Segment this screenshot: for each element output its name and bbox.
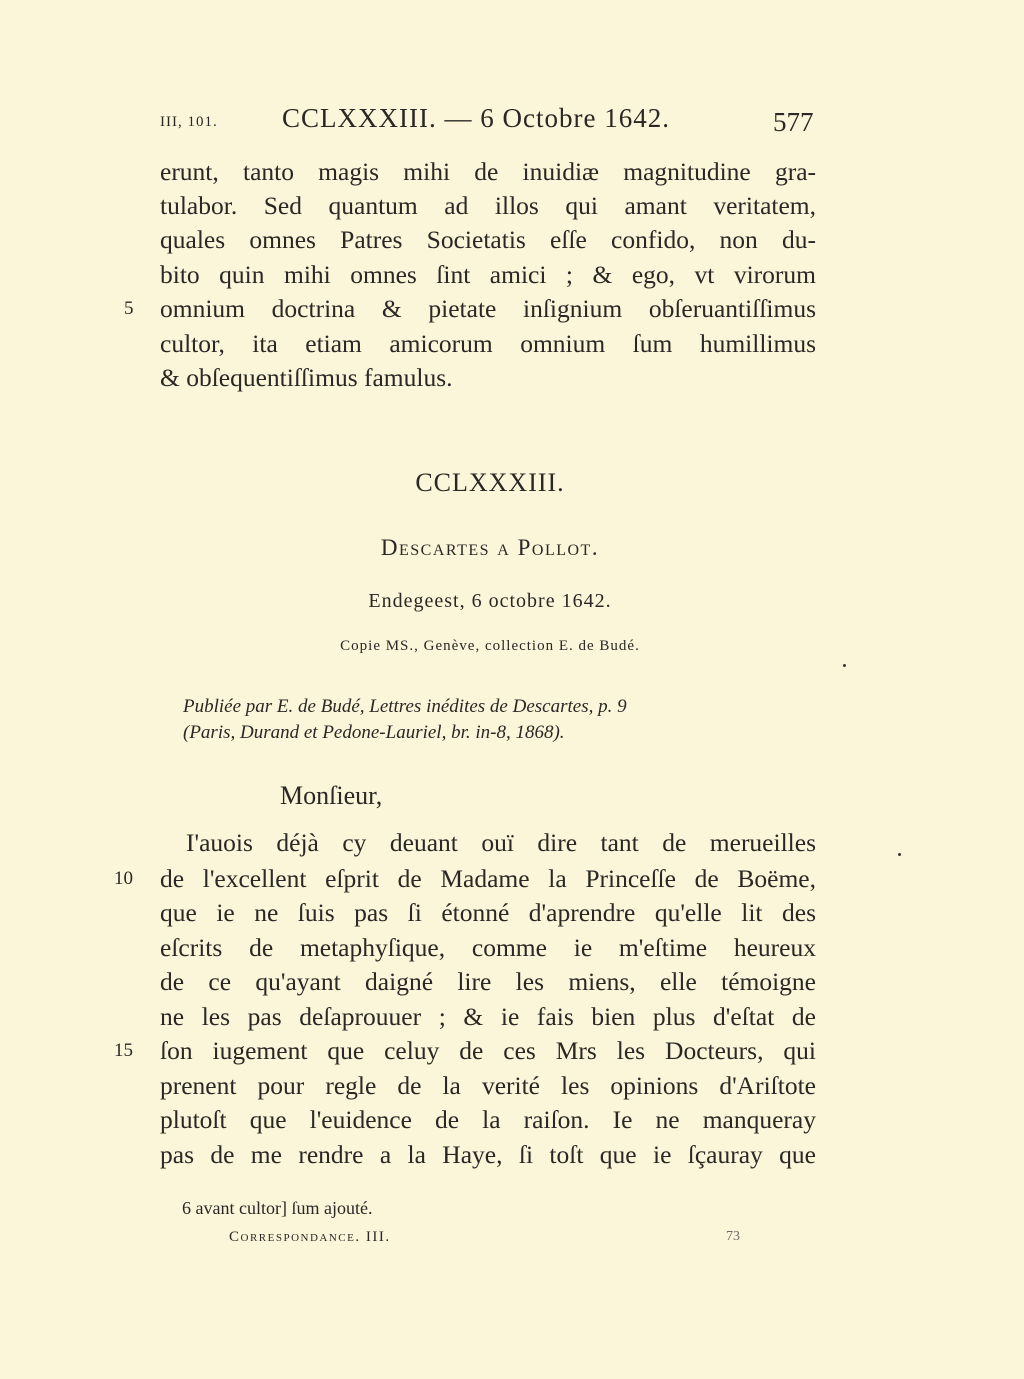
- scan-speck: [843, 664, 846, 667]
- publication-note: [183, 694, 816, 746]
- text-line: cultor, ita etiam amicorum omnium ſum humillimus: [160, 329, 816, 358]
- text-line: ne les pas deſaprouuer ; & ie fais bien plus d'eſtat de: [160, 1002, 816, 1031]
- footnote: 6 avant cultor] ſum ajouté.: [182, 1198, 373, 1218]
- letter-number: CCLXXXIII.: [415, 468, 565, 497]
- text-line: plutoſt que l'euidence de la raiſon. Ie ne manqueray: [160, 1105, 816, 1134]
- text-line: de l'excellent eſprit de Madame la Princeſſe de Boëme,: [160, 864, 816, 893]
- running-header-title: CCLXXXIII. — 6 Octobre 1642.: [282, 103, 670, 133]
- text-line: prenent pour regle de la verité les opinions d'Ariſtote: [160, 1071, 816, 1100]
- manuscript-source: Copie MS., Genève, collection E. de Budé.: [340, 638, 640, 654]
- line-number: 15: [114, 1040, 133, 1061]
- text-line: de ce qu'ayant daigné lire les miens, elle témoigne: [160, 967, 816, 996]
- letter-addressee: Descartes a Pollot.: [380, 535, 600, 560]
- text-line: pas de me rendre a la Haye, ſi toſt que ie ſçauray que: [160, 1140, 816, 1169]
- line-number: 5: [124, 298, 134, 319]
- text-line: ſon iugement que celuy de ces Mrs les Docteurs, qui: [160, 1036, 816, 1065]
- text-line: omnium doctrina & pietate inſignium obſeruantiſſimus: [160, 294, 816, 323]
- line-number: 10: [114, 868, 133, 889]
- text-line: I'auois déjà cy deuant ouï dire tant de merueilles: [186, 828, 816, 857]
- scan-speck: [898, 853, 901, 856]
- running-header-reference: III, 101.: [160, 114, 218, 130]
- publication-line-1: Publiée par E. de Budé, Lettres inédites de Descartes, p. 9: [183, 696, 627, 717]
- footer-label: Correspondance. III.: [229, 1229, 391, 1245]
- publication-line-2: (Paris, Durand et Pedone-Lauriel, br. in-8, 1868).: [183, 722, 565, 743]
- salutation: Monſieur,: [280, 781, 383, 810]
- text-line: bito quin mihi omnes ſint amici ; & ego, vt virorum: [160, 260, 816, 289]
- text-line: que ie ne ſuis pas ſi étonné d'aprendre qu'elle lit des: [160, 898, 816, 927]
- page-number: 577: [773, 107, 814, 137]
- letter-place-date: Endegeest, 6 octobre 1642.: [368, 590, 612, 612]
- text-line: quales omnes Patres Societatis eſſe confido, non du-: [160, 225, 816, 254]
- text-line: & obſequentiſſimus famulus.: [160, 363, 453, 392]
- text-line: eſcrits de metaphyſique, comme ie m'eſtime heureux: [160, 933, 816, 962]
- signature-mark: 73: [726, 1229, 740, 1244]
- text-line: tulabor. Sed quantum ad illos qui amant veritatem,: [160, 191, 816, 220]
- text-line: erunt, tanto magis mihi de inuidiæ magnitudine gra-: [160, 157, 816, 186]
